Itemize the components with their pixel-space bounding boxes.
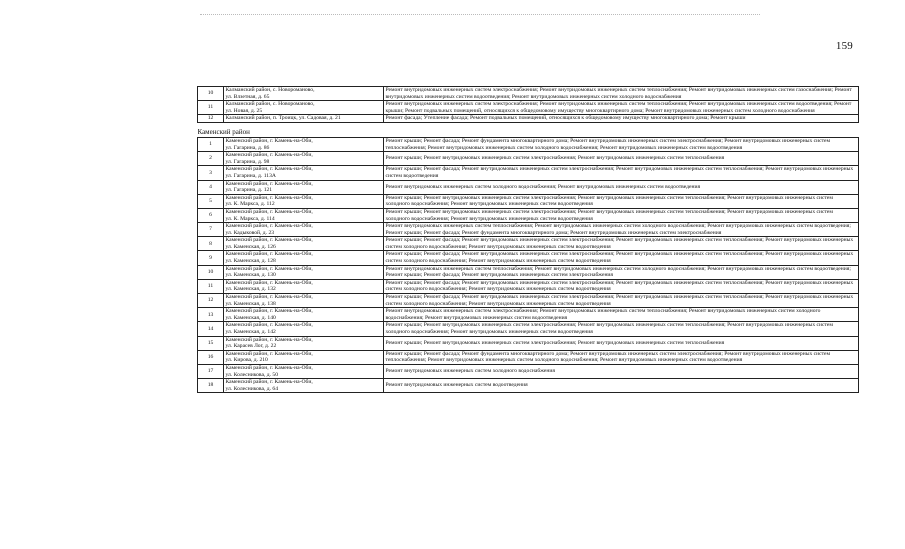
address-line-2: ул. Новая, д. 25: [225, 107, 263, 114]
address-cell: [224, 137, 384, 151]
address-line-2: ул. Гагарина, д. 121: [225, 187, 273, 194]
table-row: [198, 194, 859, 208]
table-row: [198, 308, 859, 322]
address-cell: [224, 308, 384, 322]
address-line-2: ул. Кадыковой, д. 23: [225, 229, 275, 236]
address-cell: [224, 294, 384, 308]
address-line-2: ул. Гагарина, д. 86: [225, 144, 270, 151]
row-number: 16: [198, 350, 224, 364]
table-row: [198, 180, 859, 194]
address-line-1: Каменский район, г. Камень-на-Оби,: [225, 364, 313, 371]
address-line-2: ул. Карасев Лог, д. 22: [225, 343, 277, 350]
address-line-1: Калманский район, с. Новороманово,: [225, 87, 315, 93]
address-line-2: ул. Каменская, д. 142: [225, 329, 276, 335]
works-cell: Ремонт внутридомовых инженерных систем холодного водоснабжения: [384, 364, 859, 378]
works-cell: Ремонт внутридомовых инженерных систем электроснабжения; Ремонт внутридомовых инженерных систем теплоснабжения; Ремонт внутридомовых инженерных систем газоснабжения; Ремонт внутридомовых инженерных систем водоотведения; Ремонт внутридомовых инженерных систем холодного водоснабжения: [384, 87, 859, 101]
address-line-1: Каменский район, г. Камень-на-Оби,: [225, 166, 313, 173]
address-cell: [224, 336, 384, 350]
works-cell: Ремонт крыши; Ремонт фасада; Ремонт внутридомовых инженерных систем электроснабжения; Ремонт внутридомовых инженерных систем теплоснабжения; Ремонт внутридомовых инженерных систем холодного водоснабжения; Ремонт внутридомовых инженерных систем водоотведения: [384, 294, 859, 308]
address-cell: [224, 350, 384, 364]
table-row: [198, 379, 859, 393]
works-cell: Ремонт внутридомовых инженерных систем водоотведения: [384, 379, 859, 393]
row-number: 14: [198, 322, 224, 336]
address-line-1: Калманский район, с. Новороманово,: [225, 101, 315, 108]
row-number: 10: [198, 265, 224, 279]
address-cell: [224, 251, 384, 265]
page-number: 159: [835, 40, 853, 52]
works-cell: Ремонт крыши; Ремонт внутридомовых инженерных систем электроснабжения; Ремонт внутридомовых инженерных систем теплоснабжения: [384, 152, 859, 166]
table-row: [198, 101, 859, 115]
address-line-2: ул. Каменская, д. 126: [225, 243, 276, 250]
address-cell: [224, 87, 384, 101]
address-line-1: Каменский район, г. Камень-на-Оби,: [225, 208, 313, 215]
table-row: [198, 322, 859, 336]
address-cell: [224, 279, 384, 293]
table-row: [198, 223, 859, 237]
address-line-1: Каменский район, г. Камень-на-Оби,: [225, 194, 313, 201]
address-cell: [224, 379, 384, 393]
table-row: [198, 279, 859, 293]
scan-edge-line: [200, 14, 760, 15]
address-cell: [224, 194, 384, 208]
works-cell: Ремонт крыши; Ремонт внутридомовых инженерных систем электроснабжения; Ремонт внутридомовых инженерных систем теплоснабжения; Ремонт внутридомовых инженерных систем холодного водоснабжения; Ремонт внутридомовых инженерных систем водоотведения: [384, 194, 859, 208]
address-line-2: ул. Гагарина, д. 98: [225, 158, 270, 165]
table-b-body: [198, 137, 859, 392]
works-cell: Ремонт крыши; Ремонт фасада; Ремонт внутридомовых инженерных систем электроснабжения; Ремонт внутридомовых инженерных систем теплоснабжения; Ремонт внутридомовых инженерных систем холодного водоснабжения; Ремонт внутридомовых инженерных систем водоотведения: [384, 279, 859, 293]
row-number: 12: [198, 294, 224, 308]
address-line-2: ул. Каменская, д. 138: [225, 300, 276, 307]
address-line-2: ул. Колесникова, д. 50: [225, 371, 279, 378]
address-line-1: Каменский район, г. Камень-на-Оби,: [225, 294, 313, 301]
address-cell: [224, 101, 384, 115]
address-line-1: Каменский район, г. Камень-на-Оби,: [225, 137, 313, 144]
table-row: [198, 336, 859, 350]
address-line-2: ул. Каменская, д. 128: [225, 258, 276, 265]
row-number: 8: [198, 237, 224, 251]
row-number: 11: [198, 279, 224, 293]
works-cell: Ремонт внутридомовых инженерных систем электроснабжения; Ремонт внутридомовых инженерных систем теплоснабжения; Ремонт внутридомовых инженерных систем водоотведения; Ремонт крыши; Ремонт подвальных помещений, относящихся к общедомовому имуществу многоквартирного дома; Ремонт внутридомовых инженерных систем холодного водоснабжения: [384, 101, 859, 115]
address-line-1: Каменский район, г. Камень-на-Оби,: [225, 322, 313, 329]
address-cell: [224, 166, 384, 180]
works-cell: Ремонт крыши; Ремонт внутридомовых инженерных систем электроснабжения; Ремонт внутридомовых инженерных систем теплоснабжения; Ремонт внутридомовых инженерных систем холодного водоснабжения; Ремонт внутридомовых инженерных систем водоотведения: [384, 208, 859, 222]
row-number: 13: [198, 308, 224, 322]
address-cell: [224, 265, 384, 279]
table-row: [198, 87, 859, 101]
table-row: [198, 115, 859, 123]
works-cell: Ремонт внутридомовых инженерных систем холодного водоснабжения; Ремонт внутридомовых инженерных систем водоотведения: [384, 180, 859, 194]
address-line-1: Калманский район, п. Троицк, ул. Садовая, д. 21: [225, 115, 341, 122]
works-cell: Ремонт фасада; Утепление фасада; Ремонт подвальных помещений, относящихся к общедомовому имуществу многоквартирного дома; Ремонт крыши: [384, 115, 859, 123]
row-number: 5: [198, 194, 224, 208]
row-number: 12: [198, 115, 224, 123]
works-cell: Ремонт крыши; Ремонт внутридомовых инженерных систем электроснабжения; Ремонт внутридомовых инженерных систем теплоснабжения; Ремонт внутридомовых инженерных систем холодного водоснабжения; Ремонт внутридомовых инженерных систем водоотведения: [384, 322, 859, 336]
row-number: 17: [198, 364, 224, 378]
address-line-1: Каменский район, г. Камень-на-Оби,: [225, 180, 313, 187]
table-row: [198, 251, 859, 265]
address-line-2: ул. К. Маркса, д. 112: [225, 201, 275, 208]
address-line-1: Каменский район, г. Камень-на-Оби,: [225, 379, 313, 386]
address-line-1: Каменский район, г. Камень-на-Оби,: [225, 251, 313, 258]
row-number: 1: [198, 137, 224, 151]
table-row: [198, 265, 859, 279]
address-line-1: Каменский район, г. Камень-на-Оби,: [225, 308, 313, 315]
row-number: 2: [198, 152, 224, 166]
address-line-2: ул. Влзетная, д. 65: [225, 93, 270, 100]
works-cell: Ремонт крыши; Ремонт фасада; Ремонт фундамента многоквартирного дома; Ремонт внутридомовых инженерных систем электроснабжения; Ремонт внутридомовых инженерных систем теплоснабжения; Ремонт внутридомовых инженерных систем холодного водоснабжения; Ремонт внутридомовых инженерных систем водоотведения: [384, 350, 859, 364]
address-line-1: Каменский район, г. Камень-на-Оби,: [225, 265, 313, 272]
row-number: 10: [198, 87, 224, 101]
address-line-1: Каменский район, г. Камень-на-Оби,: [225, 152, 313, 159]
works-cell: Ремонт крыши; Ремонт внутридомовых инженерных систем электроснабжения; Ремонт внутридомовых инженерных систем теплоснабжения: [384, 336, 859, 350]
works-cell: Ремонт крыши; Ремонт фасада; Ремонт внутридомовых инженерных систем электроснабжения; Ремонт внутридомовых инженерных систем теплоснабжения; Ремонт внутридомовых инженерных систем холодного водоснабжения; Ремонт внутридомовых инженерных систем водоотведения: [384, 251, 859, 265]
address-line-2: ул. Колесникова, д. 64: [225, 385, 279, 392]
section-header: [198, 122, 859, 137]
address-line-1: Каменский район, г. Камень-на-Оби,: [225, 223, 313, 230]
row-number: 9: [198, 251, 224, 265]
address-line-2: ул. К. Маркса, д. 114: [225, 215, 275, 222]
table-row: [198, 350, 859, 364]
address-line-2: ул. Кирова, д. 210: [225, 357, 268, 364]
row-number: 3: [198, 166, 224, 180]
address-cell: [224, 115, 384, 123]
address-cell: [224, 237, 384, 251]
row-number: 11: [198, 101, 224, 115]
row-number: 6: [198, 208, 224, 222]
address-cell: [224, 208, 384, 222]
works-cell: Ремонт крыши; Ремонт фасада; Ремонт внутридомовых инженерных систем электроснабжения; Ремонт внутридомовых инженерных систем теплоснабжения; Ремонт внутридомовых инженерных систем водоотведения: [384, 166, 859, 180]
address-cell: [224, 223, 384, 237]
address-cell: [224, 322, 384, 336]
address-line-2: ул. Каменская, д. 132: [225, 286, 276, 293]
works-cell: Ремонт крыши; Ремонт фасада; Ремонт внутридомовых инженерных систем электроснабжения; Ремонт внутридомовых инженерных систем теплоснабжения; Ремонт внутридомовых инженерных систем холодного водоснабжения; Ремонт внутридомовых инженерных систем водоотведения: [384, 237, 859, 251]
address-cell: [224, 364, 384, 378]
address-cell: [224, 152, 384, 166]
table-row: [198, 364, 859, 378]
table-row: [198, 152, 859, 166]
address-line-1: Каменский район, г. Камень-на-Оби,: [225, 350, 313, 357]
works-cell: Ремонт внутридомовых инженерных систем электроснабжения; Ремонт внутридомовых инженерных систем теплоснабжения; Ремонт внутридомовых инженерных систем холодного водоснабжения; Ремонт внутридомовых инженерных систем водоотведения: [384, 308, 859, 322]
section-row: [198, 122, 859, 137]
address-line-2: ул. Каменская, д. 130: [225, 272, 276, 279]
table-row: [198, 237, 859, 251]
address-line-1: Каменский район, г. Камень-на-Оби,: [225, 336, 313, 343]
address-line-2: ул. Каменская, д. 140: [225, 314, 276, 321]
table-row: [198, 137, 859, 151]
table-row: [198, 166, 859, 180]
row-number: 18: [198, 379, 224, 393]
row-number: 4: [198, 180, 224, 194]
works-cell: Ремонт крыши; Ремонт фасада; Ремонт фундамента многоквартирного дома; Ремонт внутридомовых инженерных систем электроснабжения; Ремонт внутридомовых инженерных систем теплоснабжения; Ремонт внутридомовых инженерных систем холодного водоснабжения; Ремонт внутридомовых инженерных систем водоотведения: [384, 137, 859, 151]
repair-table: [197, 86, 859, 393]
address-line-1: Каменский район, г. Камень-на-Оби,: [225, 237, 313, 244]
row-number: 15: [198, 336, 224, 350]
table-row: [198, 294, 859, 308]
works-cell: Ремонт внутридомовых инженерных систем теплоснабжения; Ремонт внутридомовых инженерных систем холодного водоснабжения; Ремонт внутридомовых инженерных систем водоотведения; Ремонт крыши; Ремонт фасада; Ремонт внутридомовых инженерных систем электроснабжения: [384, 265, 859, 279]
works-cell: Ремонт внутридомовых инженерных систем теплоснабжения; Ремонт внутридомовых инженерных систем холодного водоснабжения; Ремонт внутридомовых инженерных систем водоотведения; Ремонт крыши; Ремонт фасада; Ремонт фундамента многоквартирного дома; Ремонт внутридомовых инженерных систем электроснабжения: [384, 223, 859, 237]
row-number: 7: [198, 223, 224, 237]
address-line-2: ул. Гагарина, д. 113А: [225, 172, 276, 179]
section-title: Каменский район: [197, 127, 250, 136]
table-a-body: [198, 87, 859, 123]
table-row: [198, 208, 859, 222]
address-cell: [224, 180, 384, 194]
address-line-1: Каменский район, г. Камень-на-Оби,: [225, 279, 313, 286]
